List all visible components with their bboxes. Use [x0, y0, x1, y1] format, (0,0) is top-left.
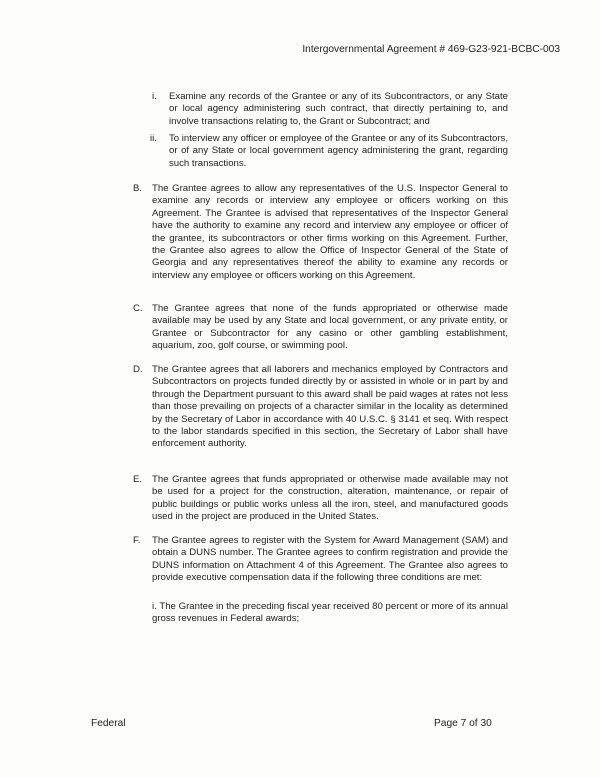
section-marker-b: B.	[133, 183, 143, 194]
section-f-text: The Grantee agrees to register with the System for Award Management (SAM) and obtain a DUNS number. The Grantee agrees to confirm registration and provide the DUNS information on Attachment 4 of this Agreement. The Grantee also agrees to provide executive compensation data if the following three conditions are met:	[152, 535, 508, 584]
section-c-text: The Grantee agrees that none of the funds appropriated or otherwise made available may be used by any State and local government, or any private entity, or Grantee or Subcontractor for any casino or other gambling establishment, aquarium, zoo, golf course, or swimming pool.	[152, 303, 508, 352]
footer-label: Federal	[91, 718, 126, 729]
section-b-text: The Grantee agrees to allow any representatives of the U.S. Inspector General to examine any records or interview any employee or officers working on this Agreement. The Grantee is advised that representatives of the Inspector General have the authority to examine any record and interview any employee or officer of the grantee, its subcontractors or other firms working on this Agreement. Further, the Grantee also agrees to allow the Office of Inspector General of the State of Georgia and any representatives thereof the ability to examine any records or interview any employee or officers working on this Agreement.	[152, 183, 508, 281]
section-e-text: The Grantee agrees that funds appropriated or otherwise made available may not be used for a project for the construction, alteration, maintenance, or repair of public buildings or public works unless all the iron, steel, and manufactured goods used in the project are produced in the United States.	[152, 474, 508, 523]
section-f-subitem-i-marker: i.	[152, 601, 157, 612]
section-marker-e: E.	[133, 474, 143, 485]
page-number: Page 7 of 30	[434, 718, 492, 729]
section-f-subitem-i	[152, 601, 508, 626]
subitem-ii-text: To interview any officer or employee of the Grantee or any of its Subcontractors, or of any State or local government agency administering the grant, regarding such transactions.	[169, 133, 508, 169]
subitem-marker-ii: ii.	[150, 133, 157, 144]
section-d-text: The Grantee agrees that all laborers and mechanics employed by Contractors and Subcontractors on projects funded directly by or assisted in whole or in part by and through the Department pursuant to this award shall be paid wages at rates not less than those prevailing on projects of a character similar in the locality as determined by the Secretary of Labor in accordance with 40 U.S.C. § 3141 et seq. With respect to the labor standards specified in this section, the Secretary of Labor shall have enforcement authority.	[152, 364, 508, 450]
section-marker-f: F.	[133, 535, 141, 546]
section-marker-c: C.	[133, 303, 143, 314]
agreement-number-header: Intergovernmental Agreement # 469-G23-921-BCBC-003	[302, 44, 560, 55]
subitem-i-text: Examine any records of the Grantee or any of its Subcontractors, or any State or local agency administering such contract, that directly pertaining to, and involve transactions relating to, the Grant or Subcontract; and	[169, 91, 508, 127]
subitem-marker-i: i.	[152, 91, 157, 102]
section-marker-d: D.	[133, 364, 143, 375]
section-f-subitem-i-text: The Grantee in the preceding fiscal year received 80 percent or more of its annual gross revenues in Federal awards;	[152, 601, 508, 625]
